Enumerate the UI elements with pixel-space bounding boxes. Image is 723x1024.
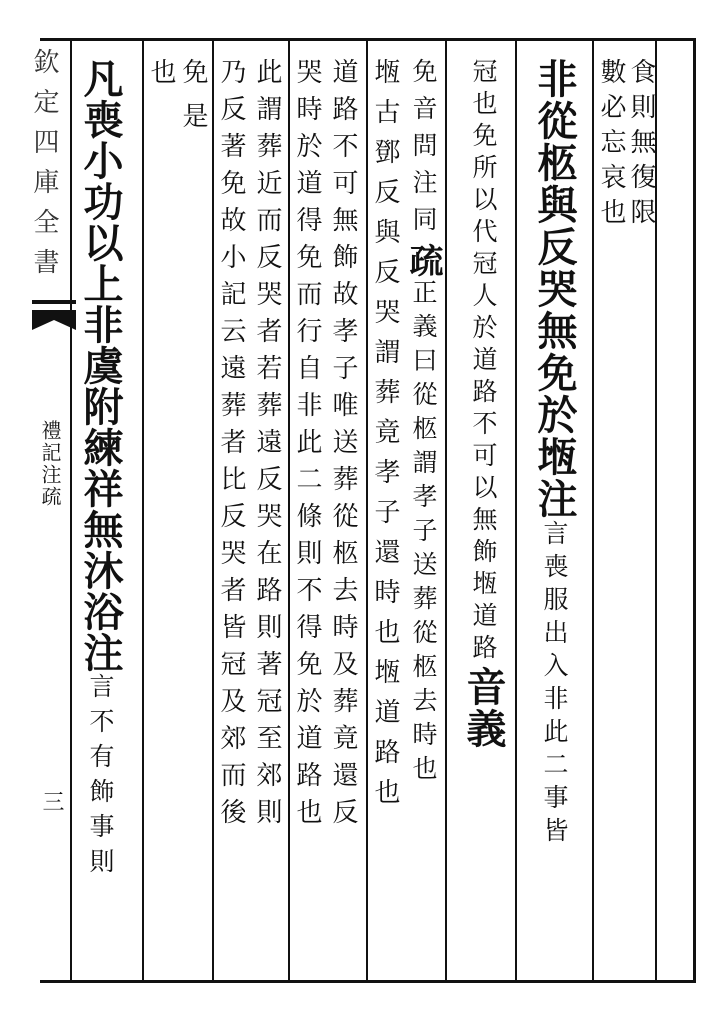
text-column <box>628 58 654 233</box>
fishtail-mark <box>32 300 76 348</box>
main-text: 非從柩與反哭無免於堩注 <box>531 58 578 520</box>
text-column <box>294 58 320 835</box>
book-title: 欽定四庫全書 <box>29 48 59 288</box>
column-text: 食則無復限 <box>626 58 656 233</box>
column-text: 數必忘哀也 <box>596 58 626 233</box>
column-divider <box>142 40 144 980</box>
text-column <box>218 58 244 835</box>
column-text: 也 <box>146 58 176 93</box>
annotation-text: 免音問注同 <box>409 58 438 243</box>
text-column <box>330 58 356 835</box>
text-column <box>77 58 124 883</box>
section-title: 禮記注疏 <box>38 420 62 508</box>
column-text: 乃反著免故小記云遠葬者比反哭者皆冠及郊而後 <box>216 58 246 835</box>
text-column <box>372 58 398 818</box>
column-divider <box>288 40 290 980</box>
annotation-text: 言喪服出入非此二事皆 <box>540 520 569 850</box>
frame-inner-left-rule <box>70 38 72 983</box>
frame-right-rule <box>693 38 696 983</box>
text-column <box>403 58 443 789</box>
column-divider <box>212 40 214 980</box>
frame-bottom-rule <box>40 980 696 983</box>
main-text: 疏 <box>403 243 443 279</box>
text-column <box>598 58 624 233</box>
annotation-text: 言不有飾事則 <box>86 673 115 883</box>
main-text: 音義 <box>460 666 507 750</box>
column-divider <box>445 40 447 980</box>
column-text: 堩古鄧反與反哭謂葬竟孝子還時也堩道路也 <box>370 58 400 818</box>
text-column <box>531 58 578 850</box>
column-text: 哭時於道得免而行自非此二條則不得免於道路也 <box>292 58 322 835</box>
text-column <box>180 58 206 146</box>
text-column <box>254 58 280 835</box>
column-text: 免是 <box>178 58 208 146</box>
column-text: 道路不可無飾故孝子唯送葬從柩去時及葬竟還反 <box>328 58 358 835</box>
text-column <box>148 58 174 93</box>
column-divider <box>366 40 368 980</box>
annotation-text: 正義曰從柩謂孝子送葬從柩去時也 <box>409 279 438 789</box>
text-column <box>460 58 507 750</box>
frame-top-rule <box>40 38 696 41</box>
column-text: 此謂葬近而反哭者若葬遠反哭在路則著冠至郊則 <box>252 58 282 835</box>
column-divider <box>515 40 517 980</box>
column-divider <box>592 40 594 980</box>
annotation-text: 冠也免所以代冠人於道路不可以無飾堩道路 <box>469 58 498 666</box>
page-number: 三 <box>39 790 64 812</box>
main-text: 凡喪小功以上非虞附練祥無沐浴注 <box>77 58 124 673</box>
